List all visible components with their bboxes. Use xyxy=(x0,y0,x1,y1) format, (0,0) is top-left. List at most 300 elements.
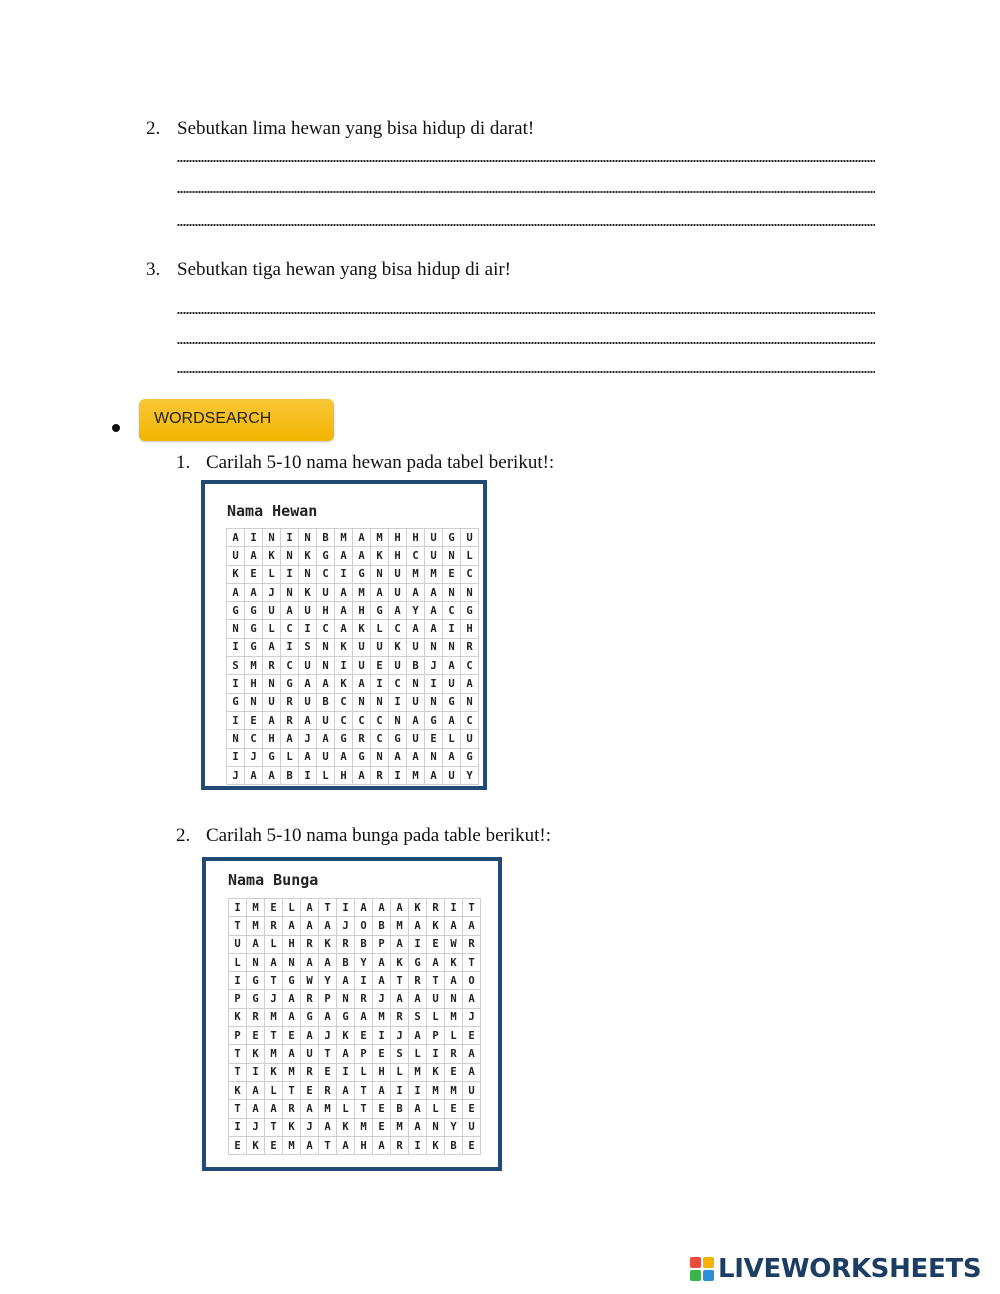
grid-cell[interactable]: N xyxy=(247,953,265,971)
grid-cell[interactable]: T xyxy=(355,1081,373,1099)
grid-cell[interactable]: K xyxy=(427,1136,445,1154)
grid-cell[interactable]: U xyxy=(443,766,461,784)
grid-cell[interactable]: I xyxy=(229,1118,247,1136)
grid-cell[interactable]: I xyxy=(299,620,317,638)
grid-cell[interactable]: U xyxy=(389,583,407,601)
grid-cell[interactable]: J xyxy=(299,730,317,748)
grid-cell[interactable]: A xyxy=(319,1008,337,1026)
grid-cell[interactable]: A xyxy=(463,1045,481,1063)
grid-cell[interactable]: T xyxy=(283,1081,301,1099)
grid-cell[interactable]: H xyxy=(355,1136,373,1154)
grid-cell[interactable]: I xyxy=(337,1063,355,1081)
grid-cell[interactable]: C xyxy=(245,730,263,748)
grid-cell[interactable]: L xyxy=(371,620,389,638)
grid-cell[interactable]: R xyxy=(337,935,355,953)
grid-cell[interactable]: U xyxy=(301,1045,319,1063)
grid-cell[interactable]: A xyxy=(463,1063,481,1081)
grid-cell[interactable]: M xyxy=(425,565,443,583)
grid-cell[interactable]: A xyxy=(299,711,317,729)
grid-cell[interactable]: G xyxy=(337,1008,355,1026)
grid-cell[interactable]: C xyxy=(371,711,389,729)
grid-cell[interactable]: U xyxy=(371,638,389,656)
grid-cell[interactable]: E xyxy=(443,565,461,583)
grid-cell[interactable]: T xyxy=(265,1118,283,1136)
grid-cell[interactable]: E xyxy=(229,1136,247,1154)
grid-cell[interactable]: L xyxy=(427,1008,445,1026)
grid-cell[interactable]: A xyxy=(283,917,301,935)
grid-cell[interactable]: J xyxy=(373,990,391,1008)
grid-cell[interactable]: M xyxy=(407,565,425,583)
grid-cell[interactable]: A xyxy=(283,1045,301,1063)
grid-cell[interactable]: I xyxy=(281,638,299,656)
grid-cell[interactable]: A xyxy=(409,917,427,935)
grid-cell[interactable]: A xyxy=(263,766,281,784)
grid-cell[interactable]: K xyxy=(299,547,317,565)
grid-cell[interactable]: G xyxy=(245,602,263,620)
grid-cell[interactable]: Y xyxy=(461,766,479,784)
grid-cell[interactable]: P xyxy=(427,1027,445,1045)
grid-cell[interactable]: A xyxy=(371,583,389,601)
grid-cell[interactable]: T xyxy=(427,972,445,990)
grid-cell[interactable]: J xyxy=(463,1008,481,1026)
grid-cell[interactable]: A xyxy=(353,529,371,547)
grid-cell[interactable]: B xyxy=(391,1100,409,1118)
grid-cell[interactable]: A xyxy=(391,990,409,1008)
grid-cell[interactable]: R xyxy=(427,899,445,917)
grid-cell[interactable]: I xyxy=(335,657,353,675)
grid-cell[interactable]: A xyxy=(337,972,355,990)
grid-cell[interactable]: N xyxy=(425,638,443,656)
grid-cell[interactable]: L xyxy=(263,565,281,583)
grid-cell[interactable]: S xyxy=(409,1008,427,1026)
grid-cell[interactable]: P xyxy=(355,1045,373,1063)
answer-line[interactable] xyxy=(177,224,875,226)
grid-cell[interactable]: A xyxy=(283,990,301,1008)
grid-cell[interactable]: M xyxy=(371,529,389,547)
grid-cell[interactable]: J xyxy=(263,583,281,601)
grid-cell[interactable]: N xyxy=(245,693,263,711)
grid-cell[interactable]: N xyxy=(283,953,301,971)
grid-cell[interactable]: H xyxy=(389,529,407,547)
grid-cell[interactable]: J xyxy=(245,748,263,766)
grid-cell[interactable]: I xyxy=(299,766,317,784)
grid-cell[interactable]: T xyxy=(463,899,481,917)
grid-cell[interactable]: E xyxy=(373,1045,391,1063)
grid-cell[interactable]: R xyxy=(301,935,319,953)
grid-cell[interactable]: A xyxy=(353,766,371,784)
grid-cell[interactable]: M xyxy=(283,1136,301,1154)
grid-cell[interactable]: H xyxy=(263,730,281,748)
grid-cell[interactable]: H xyxy=(283,935,301,953)
grid-cell[interactable]: M xyxy=(247,899,265,917)
answer-line[interactable] xyxy=(177,371,875,373)
grid-cell[interactable]: N xyxy=(443,547,461,565)
grid-cell[interactable]: A xyxy=(319,917,337,935)
grid-cell[interactable]: K xyxy=(427,1063,445,1081)
grid-cell[interactable]: Y xyxy=(355,953,373,971)
grid-cell[interactable]: A xyxy=(355,1008,373,1026)
grid-cell[interactable]: P xyxy=(229,990,247,1008)
grid-cell[interactable]: C xyxy=(281,620,299,638)
grid-cell[interactable]: N xyxy=(443,638,461,656)
grid-cell[interactable]: E xyxy=(265,899,283,917)
grid-cell[interactable]: A xyxy=(409,1100,427,1118)
grid-cell[interactable]: A xyxy=(335,583,353,601)
grid-cell[interactable]: Y xyxy=(445,1118,463,1136)
grid-cell[interactable]: K xyxy=(263,547,281,565)
grid-cell[interactable]: T xyxy=(319,1136,337,1154)
grid-cell[interactable]: A xyxy=(407,748,425,766)
grid-cell[interactable]: G xyxy=(227,693,245,711)
grid-cell[interactable]: A xyxy=(427,953,445,971)
grid-cell[interactable]: B xyxy=(355,935,373,953)
grid-cell[interactable]: A xyxy=(281,602,299,620)
grid-cell[interactable]: N xyxy=(407,675,425,693)
grid-cell[interactable]: A xyxy=(335,602,353,620)
grid-cell[interactable]: M xyxy=(319,1100,337,1118)
grid-cell[interactable]: G xyxy=(227,602,245,620)
grid-cell[interactable]: K xyxy=(353,620,371,638)
grid-cell[interactable]: E xyxy=(373,1118,391,1136)
grid-cell[interactable]: A xyxy=(373,899,391,917)
grid-cell[interactable]: E xyxy=(247,1027,265,1045)
grid-cell[interactable]: N xyxy=(337,990,355,1008)
grid-cell[interactable]: U xyxy=(407,730,425,748)
grid-cell[interactable]: C xyxy=(389,675,407,693)
grid-cell[interactable]: L xyxy=(263,620,281,638)
grid-cell[interactable]: G xyxy=(301,1008,319,1026)
grid-cell[interactable]: K xyxy=(227,565,245,583)
grid-cell[interactable]: T xyxy=(391,972,409,990)
grid-cell[interactable]: L xyxy=(317,766,335,784)
grid-cell[interactable]: L xyxy=(283,899,301,917)
grid-cell[interactable]: K xyxy=(283,1118,301,1136)
grid-cell[interactable]: T xyxy=(229,917,247,935)
grid-cell[interactable]: W xyxy=(445,935,463,953)
grid-cell[interactable]: C xyxy=(317,620,335,638)
grid-cell[interactable]: G xyxy=(283,972,301,990)
grid-cell[interactable]: I xyxy=(335,565,353,583)
grid-cell[interactable]: T xyxy=(319,899,337,917)
grid-cell[interactable]: C xyxy=(317,565,335,583)
grid-cell[interactable]: A xyxy=(335,547,353,565)
grid-cell[interactable]: A xyxy=(443,748,461,766)
grid-cell[interactable]: I xyxy=(409,1136,427,1154)
grid-cell[interactable]: U xyxy=(389,657,407,675)
grid-cell[interactable]: N xyxy=(317,638,335,656)
grid-cell[interactable]: C xyxy=(461,711,479,729)
grid-cell[interactable]: B xyxy=(407,657,425,675)
grid-cell[interactable]: U xyxy=(427,990,445,1008)
grid-cell[interactable]: A xyxy=(281,730,299,748)
grid-cell[interactable]: J xyxy=(391,1027,409,1045)
grid-cell[interactable]: S xyxy=(227,657,245,675)
grid-cell[interactable]: Y xyxy=(319,972,337,990)
grid-cell[interactable]: H xyxy=(407,529,425,547)
grid-cell[interactable]: R xyxy=(247,1008,265,1026)
grid-cell[interactable]: I xyxy=(227,675,245,693)
grid-cell[interactable]: A xyxy=(227,583,245,601)
grid-cell[interactable]: G xyxy=(353,748,371,766)
grid-cell[interactable]: U xyxy=(353,657,371,675)
grid-cell[interactable]: P xyxy=(373,935,391,953)
answer-line[interactable] xyxy=(177,160,875,162)
grid-cell[interactable]: A xyxy=(409,1118,427,1136)
grid-cell[interactable]: R xyxy=(263,657,281,675)
grid-cell[interactable]: A xyxy=(463,990,481,1008)
grid-cell[interactable]: I xyxy=(355,972,373,990)
grid-cell[interactable]: N xyxy=(461,693,479,711)
grid-cell[interactable]: R xyxy=(281,711,299,729)
grid-cell[interactable]: U xyxy=(263,602,281,620)
grid-cell[interactable]: A xyxy=(445,972,463,990)
grid-cell[interactable]: I xyxy=(425,675,443,693)
grid-cell[interactable]: U xyxy=(227,547,245,565)
grid-cell[interactable]: M xyxy=(247,917,265,935)
grid-cell[interactable]: U xyxy=(425,547,443,565)
grid-cell[interactable]: C xyxy=(389,620,407,638)
grid-cell[interactable]: M xyxy=(373,1008,391,1026)
grid-cell[interactable]: A xyxy=(425,766,443,784)
grid-cell[interactable]: L xyxy=(409,1045,427,1063)
grid-cell[interactable]: N xyxy=(353,693,371,711)
grid-cell[interactable]: C xyxy=(353,711,371,729)
grid-cell[interactable]: A xyxy=(247,1081,265,1099)
answer-line[interactable] xyxy=(177,191,875,193)
grid-cell[interactable]: I xyxy=(445,899,463,917)
grid-cell[interactable]: E xyxy=(427,935,445,953)
grid-cell[interactable]: K xyxy=(229,1008,247,1026)
grid-cell[interactable]: M xyxy=(355,1118,373,1136)
grid-cell[interactable]: N xyxy=(425,748,443,766)
grid-cell[interactable]: U xyxy=(229,935,247,953)
grid-cell[interactable]: E xyxy=(371,657,389,675)
grid-cell[interactable]: U xyxy=(389,565,407,583)
grid-cell[interactable]: A xyxy=(301,953,319,971)
grid-cell[interactable]: L xyxy=(265,935,283,953)
grid-cell[interactable]: J xyxy=(337,917,355,935)
grid-cell[interactable]: U xyxy=(317,748,335,766)
grid-cell[interactable]: R xyxy=(461,638,479,656)
grid-cell[interactable]: A xyxy=(443,657,461,675)
grid-cell[interactable]: E xyxy=(425,730,443,748)
grid-cell[interactable]: A xyxy=(389,602,407,620)
grid-cell[interactable]: R xyxy=(301,1063,319,1081)
answer-line[interactable] xyxy=(177,342,875,344)
grid-cell[interactable]: M xyxy=(335,529,353,547)
grid-cell[interactable]: A xyxy=(425,602,443,620)
grid-cell[interactable]: I xyxy=(337,899,355,917)
grid-cell[interactable]: K xyxy=(371,547,389,565)
grid-cell[interactable]: A xyxy=(335,620,353,638)
grid-cell[interactable]: G xyxy=(443,529,461,547)
grid-cell[interactable]: A xyxy=(407,620,425,638)
grid-cell[interactable]: A xyxy=(445,917,463,935)
grid-cell[interactable]: M xyxy=(427,1081,445,1099)
grid-cell[interactable]: Y xyxy=(407,602,425,620)
grid-cell[interactable]: I xyxy=(427,1045,445,1063)
grid-cell[interactable]: R xyxy=(301,990,319,1008)
grid-cell[interactable]: A xyxy=(245,547,263,565)
grid-cell[interactable]: A xyxy=(373,953,391,971)
grid-cell[interactable]: U xyxy=(317,711,335,729)
grid-cell[interactable]: L xyxy=(229,953,247,971)
grid-cell[interactable]: B xyxy=(373,917,391,935)
grid-cell[interactable]: T xyxy=(265,1027,283,1045)
grid-cell[interactable]: N xyxy=(263,529,281,547)
grid-cell[interactable]: A xyxy=(247,935,265,953)
grid-cell[interactable]: B xyxy=(317,529,335,547)
grid-cell[interactable]: C xyxy=(461,565,479,583)
grid-cell[interactable]: N xyxy=(281,547,299,565)
grid-cell[interactable]: U xyxy=(463,1081,481,1099)
grid-cell[interactable]: J xyxy=(301,1118,319,1136)
grid-cell[interactable]: K xyxy=(389,638,407,656)
grid-cell[interactable]: U xyxy=(263,693,281,711)
grid-cell[interactable]: U xyxy=(461,529,479,547)
grid-cell[interactable]: R xyxy=(355,990,373,1008)
grid-cell[interactable]: U xyxy=(299,693,317,711)
grid-cell[interactable]: M xyxy=(265,1045,283,1063)
grid-cell[interactable]: M xyxy=(283,1063,301,1081)
grid-cell[interactable]: O xyxy=(463,972,481,990)
grid-cell[interactable]: N xyxy=(263,675,281,693)
grid-cell[interactable]: I xyxy=(245,529,263,547)
grid-cell[interactable]: I xyxy=(281,565,299,583)
grid-cell[interactable]: E xyxy=(355,1027,373,1045)
grid-cell[interactable]: N xyxy=(227,620,245,638)
grid-cell[interactable]: M xyxy=(407,766,425,784)
grid-cell[interactable]: C xyxy=(443,602,461,620)
grid-cell[interactable]: L xyxy=(265,1081,283,1099)
grid-cell[interactable]: E xyxy=(463,1136,481,1154)
grid-cell[interactable]: B xyxy=(337,953,355,971)
grid-cell[interactable]: A xyxy=(337,1136,355,1154)
grid-cell[interactable]: C xyxy=(335,711,353,729)
grid-cell[interactable]: J xyxy=(227,766,245,784)
grid-cell[interactable]: A xyxy=(301,1027,319,1045)
grid-cell[interactable]: K xyxy=(229,1081,247,1099)
grid-cell[interactable]: L xyxy=(281,748,299,766)
grid-cell[interactable]: A xyxy=(245,583,263,601)
grid-cell[interactable]: T xyxy=(265,972,283,990)
grid-cell[interactable]: M xyxy=(245,657,263,675)
grid-cell[interactable]: K xyxy=(445,953,463,971)
grid-cell[interactable]: K xyxy=(335,675,353,693)
grid-cell[interactable]: I xyxy=(389,766,407,784)
grid-cell[interactable]: I xyxy=(371,675,389,693)
grid-cell[interactable]: E xyxy=(445,1063,463,1081)
grid-cell[interactable]: N xyxy=(227,730,245,748)
grid-cell[interactable]: M xyxy=(391,1118,409,1136)
grid-cell[interactable]: L xyxy=(337,1100,355,1118)
grid-cell[interactable]: H xyxy=(317,602,335,620)
grid-cell[interactable]: A xyxy=(461,675,479,693)
grid-cell[interactable]: T xyxy=(319,1045,337,1063)
grid-cell[interactable]: K xyxy=(247,1045,265,1063)
grid-cell[interactable]: L xyxy=(355,1063,373,1081)
grid-cell[interactable]: I xyxy=(389,693,407,711)
grid-cell[interactable]: I xyxy=(227,638,245,656)
grid-cell[interactable]: S xyxy=(299,638,317,656)
grid-cell[interactable]: R xyxy=(391,1008,409,1026)
grid-cell[interactable]: A xyxy=(299,748,317,766)
grid-cell[interactable]: A xyxy=(263,711,281,729)
grid-cell[interactable]: G xyxy=(317,547,335,565)
grid-cell[interactable]: N xyxy=(425,693,443,711)
grid-cell[interactable]: H xyxy=(389,547,407,565)
grid-cell[interactable]: N xyxy=(427,1118,445,1136)
grid-cell[interactable]: A xyxy=(373,1081,391,1099)
grid-cell[interactable]: A xyxy=(245,766,263,784)
grid-cell[interactable]: E xyxy=(445,1100,463,1118)
grid-cell[interactable]: H xyxy=(373,1063,391,1081)
grid-cell[interactable]: G xyxy=(425,711,443,729)
grid-cell[interactable]: I xyxy=(409,935,427,953)
grid-cell[interactable]: N xyxy=(371,693,389,711)
grid-cell[interactable]: U xyxy=(317,583,335,601)
grid-cell[interactable]: U xyxy=(407,693,425,711)
grid-cell[interactable]: I xyxy=(229,972,247,990)
grid-cell[interactable]: R xyxy=(283,1100,301,1118)
grid-cell[interactable]: T xyxy=(355,1100,373,1118)
grid-cell[interactable]: I xyxy=(227,748,245,766)
grid-cell[interactable]: N xyxy=(317,657,335,675)
grid-cell[interactable]: G xyxy=(247,972,265,990)
grid-cell[interactable]: L xyxy=(391,1063,409,1081)
grid-cell[interactable]: U xyxy=(425,529,443,547)
grid-cell[interactable]: J xyxy=(319,1027,337,1045)
grid-cell[interactable]: R xyxy=(409,972,427,990)
grid-cell[interactable]: N xyxy=(389,711,407,729)
grid-cell[interactable]: C xyxy=(407,547,425,565)
grid-cell[interactable]: A xyxy=(373,972,391,990)
grid-cell[interactable]: T xyxy=(229,1100,247,1118)
grid-cell[interactable]: K xyxy=(427,917,445,935)
grid-cell[interactable]: M xyxy=(445,1008,463,1026)
grid-cell[interactable]: A xyxy=(283,1008,301,1026)
grid-cell[interactable]: A xyxy=(407,711,425,729)
grid-cell[interactable]: A xyxy=(389,748,407,766)
grid-cell[interactable]: A xyxy=(265,953,283,971)
grid-cell[interactable]: I xyxy=(229,899,247,917)
grid-cell[interactable]: E xyxy=(301,1081,319,1099)
grid-cell[interactable]: R xyxy=(371,766,389,784)
grid-cell[interactable]: N xyxy=(281,583,299,601)
grid-cell[interactable]: G xyxy=(247,990,265,1008)
grid-cell[interactable]: N xyxy=(443,583,461,601)
grid-cell[interactable]: L xyxy=(443,730,461,748)
grid-cell[interactable]: E xyxy=(319,1063,337,1081)
grid-cell[interactable]: A xyxy=(409,990,427,1008)
grid-cell[interactable]: M xyxy=(391,917,409,935)
grid-cell[interactable]: R xyxy=(445,1045,463,1063)
grid-cell[interactable]: R xyxy=(353,730,371,748)
grid-cell[interactable]: T xyxy=(229,1045,247,1063)
grid-cell[interactable]: C xyxy=(371,730,389,748)
grid-cell[interactable]: I xyxy=(373,1027,391,1045)
grid-cell[interactable]: A xyxy=(391,935,409,953)
grid-cell[interactable]: I xyxy=(409,1081,427,1099)
grid-cell[interactable]: N xyxy=(461,583,479,601)
grid-cell[interactable]: A xyxy=(319,1118,337,1136)
grid-cell[interactable]: U xyxy=(299,657,317,675)
grid-cell[interactable]: N xyxy=(445,990,463,1008)
grid-cell[interactable]: G xyxy=(443,693,461,711)
grid-cell[interactable]: R xyxy=(391,1136,409,1154)
grid-cell[interactable]: U xyxy=(463,1118,481,1136)
grid-cell[interactable]: A xyxy=(425,620,443,638)
